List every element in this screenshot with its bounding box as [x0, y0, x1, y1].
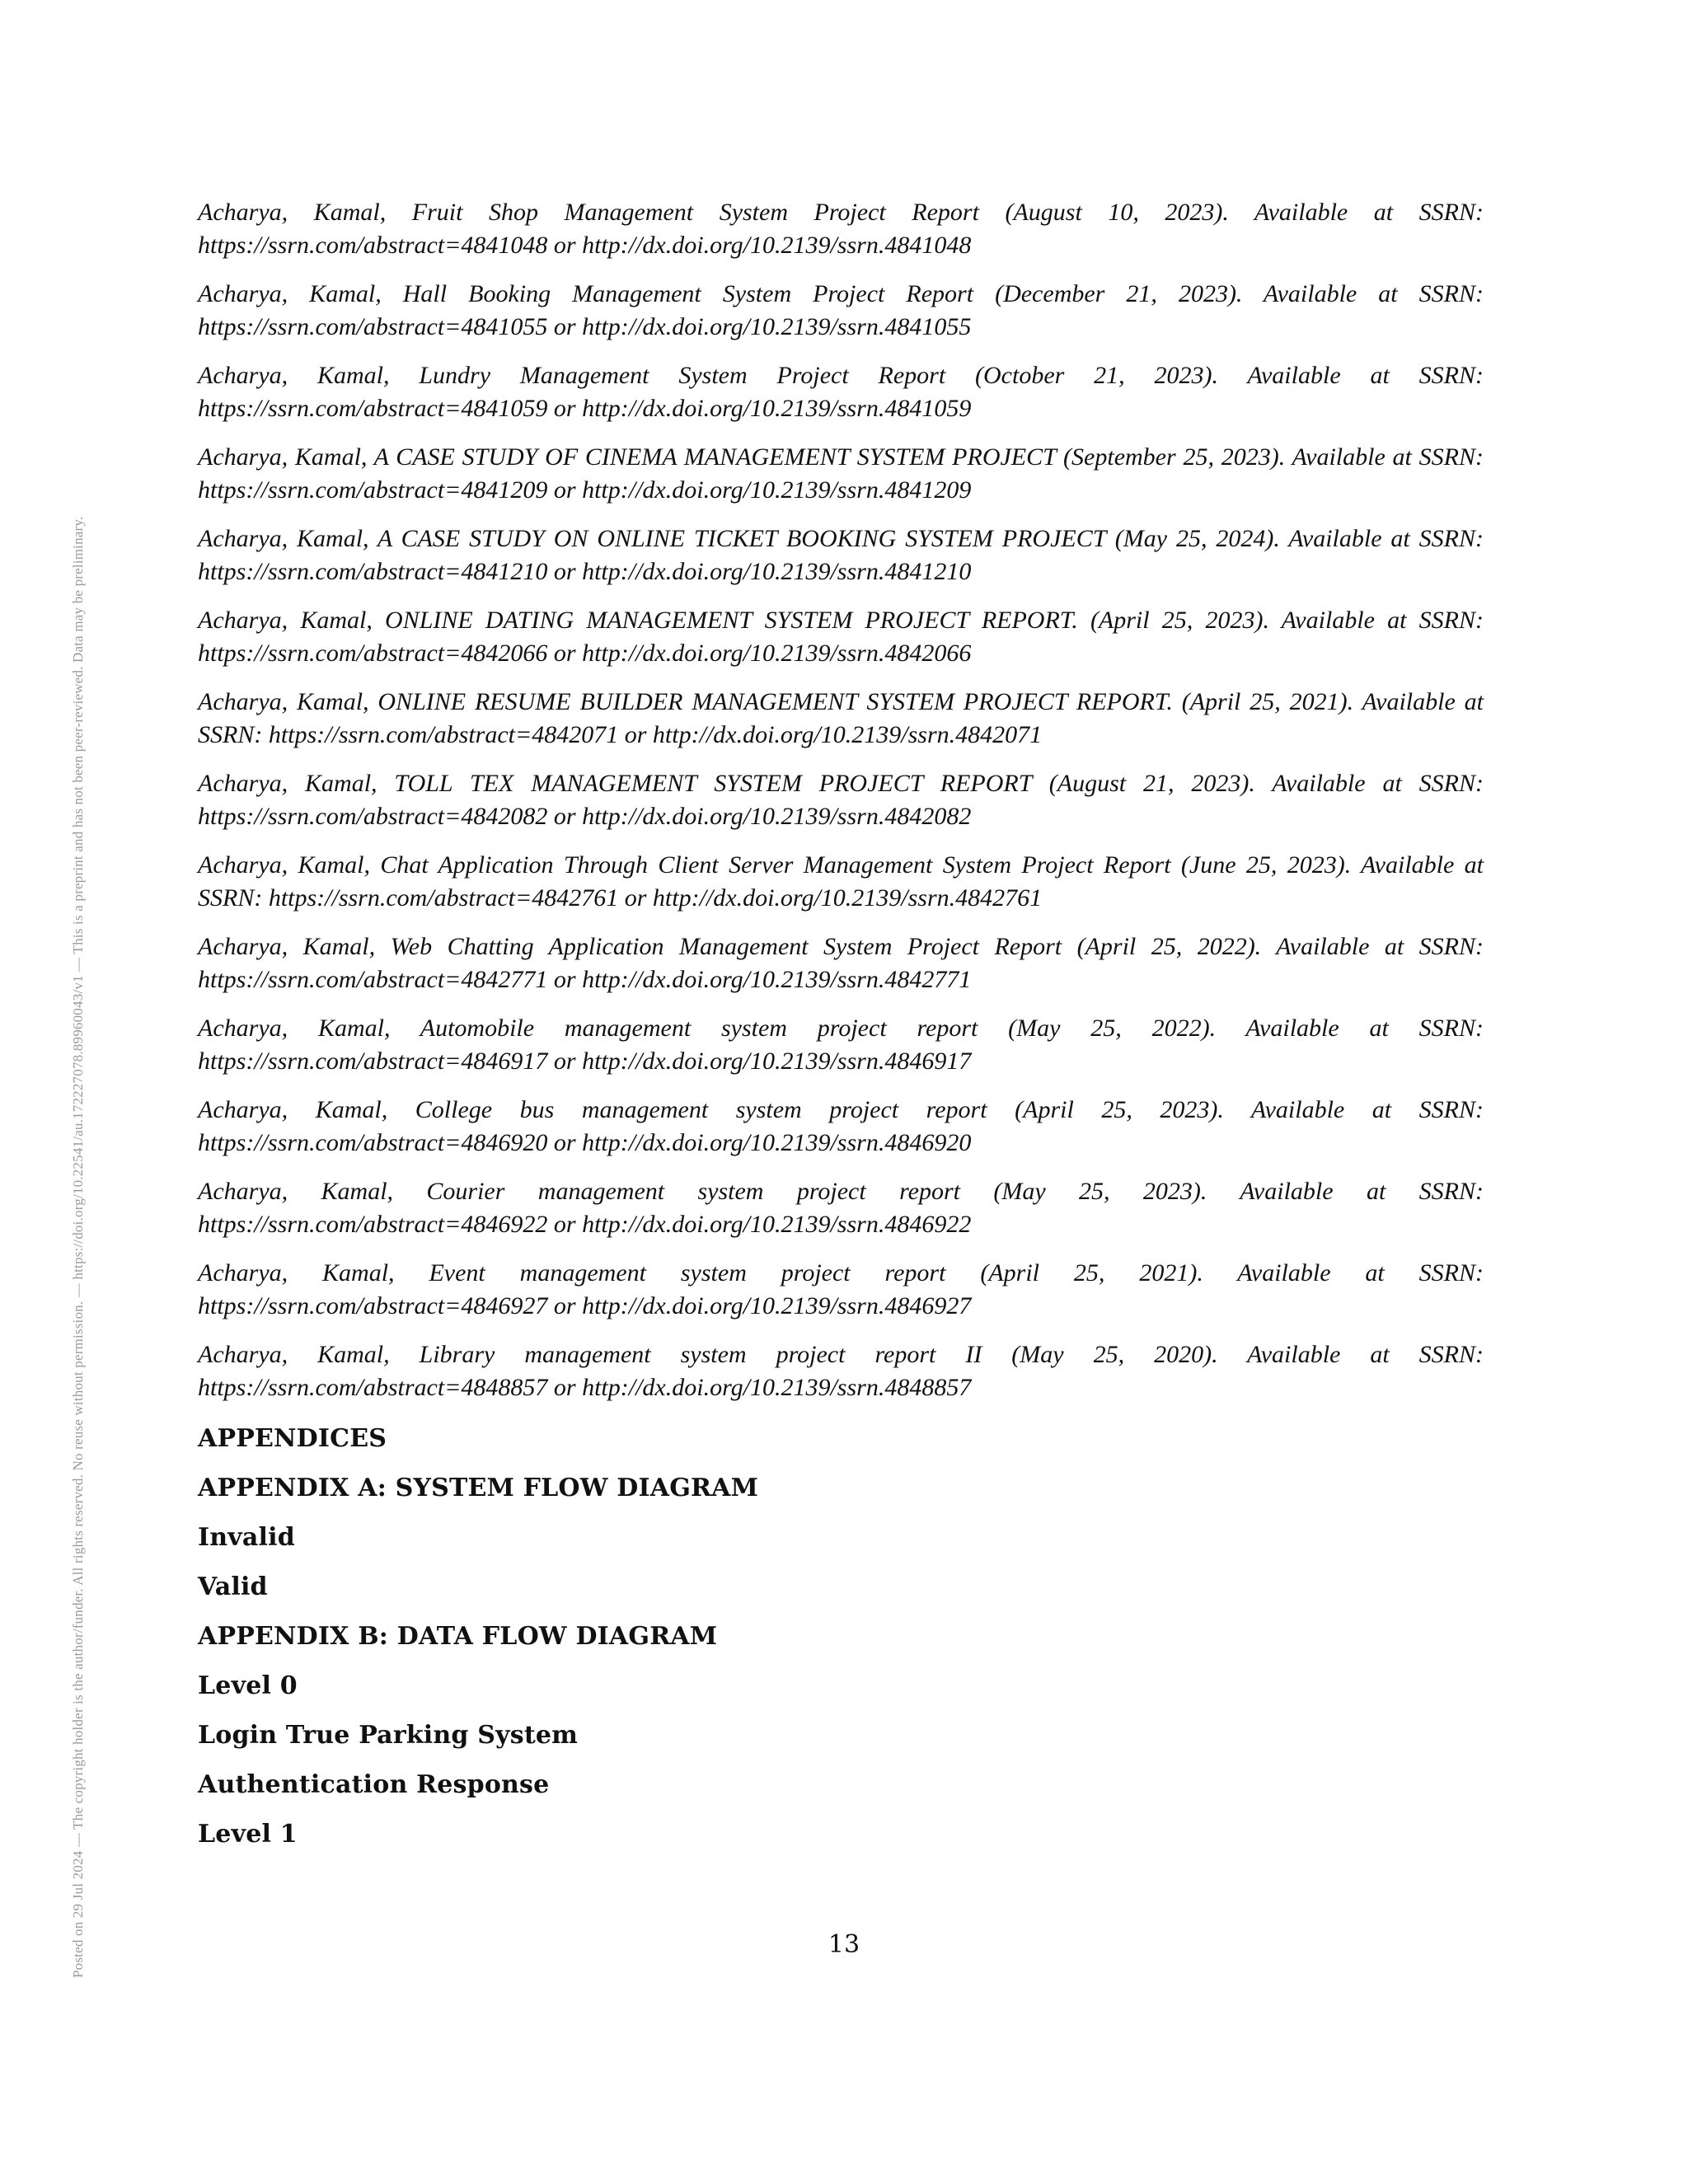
reference-item: Acharya, Kamal, ONLINE DATING MANAGEMENT SYSTEM PROJECT REPORT. (April 25, 2023). Available at SSRN: https://ssrn.com/abstract=4842066 or http://dx.doi.org/10.2139/ssrn.4842066	[198, 607, 1484, 667]
reference-item: Acharya, Kamal, A CASE STUDY ON ONLINE TICKET BOOKING SYSTEM PROJECT (May 25, 2024). Available at SSRN: https://ssrn.com/abstract=4841210 or http://dx.doi.org/10.2139/ssrn.4841210	[198, 525, 1484, 585]
reference-item: Acharya, Kamal, Chat Application Through Client Server Management System Project Report (June 25, 2023). Available at SSRN: https://ssrn.com/abstract=4842761 or http://dx.doi.org/10.2139/ssrn.4842761	[198, 851, 1484, 912]
reference-item: Acharya, Kamal, A CASE STUDY OF CINEMA MANAGEMENT SYSTEM PROJECT (September 25, 2023). Available at SSRN: https://ssrn.com/abstract=4841209 or http://dx.doi.org/10.2139/ssrn.4841209	[198, 443, 1484, 504]
reference-item: Acharya, Kamal, TOLL TEX MANAGEMENT SYSTEM PROJECT REPORT (August 21, 2023). Available at SSRN: https://ssrn.com/abstract=4842082 or http://dx.doi.org/10.2139/ssrn.4842082	[198, 770, 1484, 830]
reference-item: Acharya, Kamal, Lundry Management System Project Report (October 21, 2023). Available at SSRN: https://ssrn.com/abstract=4841059 or http://dx.doi.org/10.2139/ssrn.4841059	[198, 362, 1484, 422]
appendices-heading: APPENDICES	[198, 1424, 387, 1453]
reference-item: Acharya, Kamal, Web Chatting Application Management System Project Report (April 25, 2022). Available at SSRN: https://ssrn.com/abstract=4842771 or http://dx.doi.org/10.2139/ssrn.4842771	[198, 933, 1484, 993]
invalid-label: Invalid	[198, 1523, 295, 1552]
level-1-label: Level 1	[198, 1820, 298, 1849]
reference-item: Acharya, Kamal, Courier management system project report (May 25, 2023). Available at SSRN: https://ssrn.com/abstract=4846922 or http://dx.doi.org/10.2139/ssrn.4846922	[198, 1178, 1484, 1238]
reference-list	[198, 196, 1484, 1404]
reference-item: Acharya, Kamal, ONLINE RESUME BUILDER MANAGEMENT SYSTEM PROJECT REPORT. (April 25, 2021). Available at SSRN: https://ssrn.com/abstract=4842071 or http://dx.doi.org/10.2139/ssrn.4842071	[198, 688, 1484, 748]
page-number: 13	[828, 1930, 860, 1959]
reference-item: Acharya, Kamal, Event management system project report (April 25, 2021). Available at SSRN: https://ssrn.com/abstract=4846927 or http://dx.doi.org/10.2139/ssrn.4846927	[198, 1259, 1484, 1319]
appendix-b-heading: APPENDIX B: DATA FLOW DIAGRAM	[198, 1622, 718, 1651]
authentication-response-label: Authentication Response	[198, 1770, 550, 1799]
valid-label: Valid	[198, 1572, 268, 1601]
preprint-watermark: Posted on 29 Jul 2024 — The copyright holder is the author/funder. All rights reserved. No reuse without permission. — https://doi.org/10.22541/au.172227078.89960043/v1 — This is a preprint and has not been peer-reviewed. Data may be preliminary.	[70, 516, 86, 1978]
reference-item: Acharya, Kamal, Hall Booking Management System Project Report (December 21, 2023). Available at SSRN: https://ssrn.com/abstract=4841055 or http://dx.doi.org/10.2139/ssrn.4841055	[198, 280, 1484, 340]
appendix-a-heading: APPENDIX A: SYSTEM FLOW DIAGRAM	[198, 1474, 759, 1502]
appendix-headings	[198, 1422, 1484, 1851]
level-0-label: Level 0	[198, 1671, 298, 1700]
reference-item: Acharya, Kamal, College bus management system project report (April 25, 2023). Available at SSRN: https://ssrn.com/abstract=4846920 or http://dx.doi.org/10.2139/ssrn.4846920	[198, 1096, 1484, 1156]
reference-item: Acharya, Kamal, Automobile management system project report (May 25, 2022). Available at SSRN: https://ssrn.com/abstract=4846917 or http://dx.doi.org/10.2139/ssrn.4846917	[198, 1015, 1484, 1075]
reference-item: Acharya, Kamal, Fruit Shop Management System Project Report (August 10, 2023). Available at SSRN: https://ssrn.com/abstract=4841048 or http://dx.doi.org/10.2139/ssrn.4841048	[198, 199, 1484, 259]
login-parking-system-label: Login True Parking System	[198, 1721, 579, 1750]
page-content	[198, 196, 1484, 1868]
reference-item: Acharya, Kamal, Library management system project report II (May 25, 2020). Available at SSRN: https://ssrn.com/abstract=4848857 or http://dx.doi.org/10.2139/ssrn.4848857	[198, 1341, 1484, 1401]
